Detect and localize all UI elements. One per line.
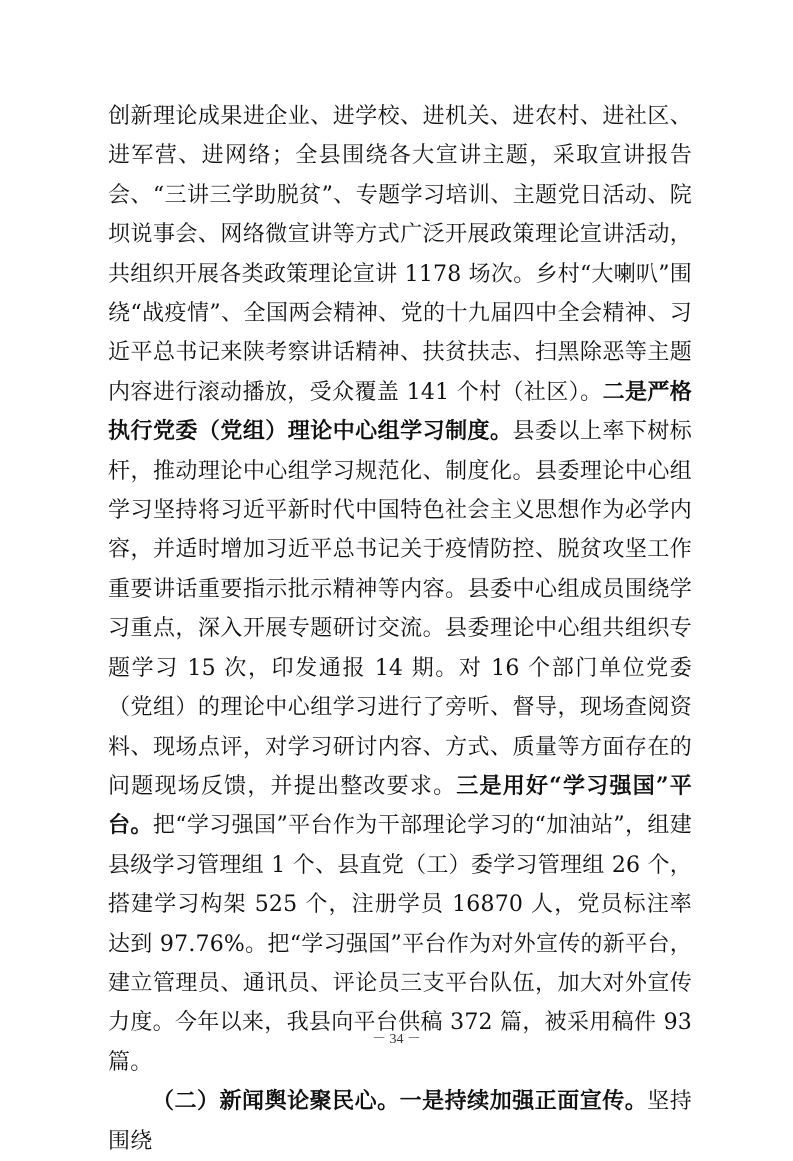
bold-heading-segment: 二是严格执行党委（党组）理论中心组学习制度。 <box>108 378 692 445</box>
text-segment: 把“学习强国”平台作为干部理论学习的“加油站”，组建县级学习管理组 1 个、县直党（工）委学习管理组 26 个，搭建学习构架 525 个，注册学员 16870 人，党员标注率达到 97.76%。把“学习强国”平台作为对外宣传的新平台，建立管理员、通讯员、评论员三支平台队伍，加大对外宣传力度。今年以来，我县向平台供稿 372 篇，被采用稿件 93 篇。 <box>108 813 692 1075</box>
text-segment: 县委以上率下树标杆，推动理论中心组学习规范化、制度化。县委理论中心组学习坚持将习近平新时代中国特色社会主义思想作为必学内容，并适时增加习近平总书记关于疫情防控、脱贫攻坚工作重要讲话重要指示批示精神等内容。县委中心组成员围绕学习重点，深入开展专题研讨交流。县委理论中心组共组织专题学习 15 次，印发通报 14 期。对 16 个部门单位党委（党组）的理论中心组学习进行了旁听、督导，现场查阅资料、现场点评，对学习研讨内容、方式、质量等方面存在的问题现场反馈，并提出整改要求。 <box>108 419 692 799</box>
document-body <box>108 97 692 1161</box>
paragraph-1 <box>108 97 692 1082</box>
text-segment: 坚持围绕 <box>108 1089 692 1154</box>
section-heading-segment: （二）新闻舆论聚民心。一是持续加强正面宣传。 <box>152 1088 648 1115</box>
text-segment: 创新理论成果进企业、进学校、进机关、进农村、进社区、进军营、进网络；全县围绕各大宣讲主题，采取宣讲报告会、“三讲三学助脱贫”、专题学习培训、主题党日活动、院坝说事会、网络微宣讲等方式广泛开展政策理论宣讲活动，共组织开展各类政策理论宣讲 1178 场次。乡村“大喇叭”围绕“战疫情”、全国两会精神、党的十九届四中全会精神、习近平总书记来陕考察讲话精神、扶贫扶志、扫黑除恶等主题内容进行滚动播放，受众覆盖 141 个村（社区）。 <box>108 104 692 405</box>
page-number: － 34 － <box>372 1032 421 1047</box>
bold-heading-segment: 三是用好“学习强国”平台。 <box>108 772 692 839</box>
